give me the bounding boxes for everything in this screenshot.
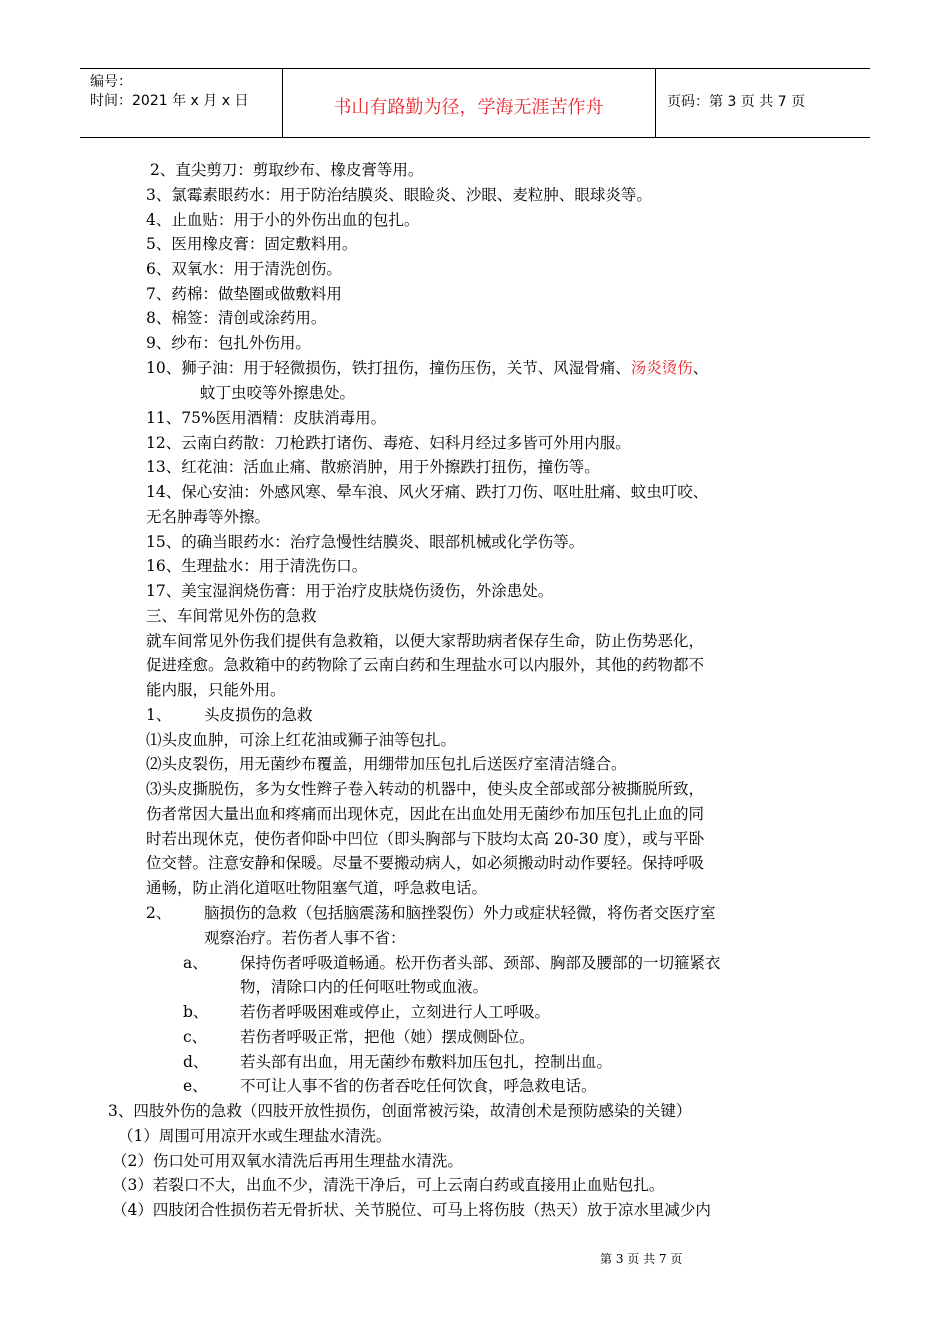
list-item: 不可让人事不省的伤者吞吃任何饮食，呼急救电话。 xyxy=(240,1077,597,1095)
list-item: 若伤者呼吸正常，把他（她）摆成侧卧位。 xyxy=(240,1028,535,1046)
doc-number-label: 编号： xyxy=(90,74,132,90)
list-item: （2）伤口处可用双氧水清洗后再用生理盐水清洗。 xyxy=(112,1152,463,1170)
paragraph-line: 伤者常因大量出血和疼痛而出现休克，因此在出血处用无菌纱布加压包扎止血的同 xyxy=(146,805,705,823)
list-item: 4、止血贴：用于小的外伤出血的包扎。 xyxy=(146,211,420,229)
paragraph-line: 位交替。注意安静和保暖。尽量不要搬动病人，如必须搬动时动作要轻。保持呼吸 xyxy=(146,854,705,872)
paragraph-line: 观察治疗。若伤者人事不省： xyxy=(204,929,406,947)
paragraph-line: 通畅，防止消化道呕吐物阻塞气道，呼急救电话。 xyxy=(146,879,488,897)
list-item: 保持伤者呼吸道畅通。松开伤者头部、颈部、胸部及腰部的一切箍紧衣 xyxy=(240,954,721,972)
list-item: （3）若裂口不大，出血不少，清洗干净后，可上云南白药或直接用止血贴包扎。 xyxy=(112,1176,665,1194)
list-marker: d、 xyxy=(183,1053,209,1071)
paragraph-line: 时若出现休克，使伤者仰卧中凹位（即头胸部与下肢均太高 20-30 度），或与平卧 xyxy=(146,830,705,848)
paragraph-line: 促进痊愈。急救箱中的药物除了云南白药和生理盐水可以内服外，其他的药物都不 xyxy=(146,656,705,674)
header-motto: 书山有路勤为径，学海无涯苦作舟 xyxy=(333,97,604,118)
list-item: 11、75%医用酒精：皮肤消毒用。 xyxy=(146,409,387,427)
list-item: 2、直尖剪刀：剪取纱布、橡皮膏等用。 xyxy=(150,161,424,179)
subsection-heading: 3、四肢外伤的急救（四肢开放性损伤，创面常被污染，故清创术是预防感染的关键） xyxy=(108,1102,692,1120)
list-item: 13、红花油：活血止痛、散瘀消肿，用于外擦跌打扭伤，撞伤等。 xyxy=(146,458,600,476)
subsection-heading: 头皮损伤的急救 xyxy=(204,706,313,724)
subsection-number: 1、 xyxy=(146,706,172,724)
page-footer: 第 3 页 共 7 页 xyxy=(600,1252,683,1266)
doc-time-label: 时间：2021 年 x 月 x 日 xyxy=(90,93,249,109)
list-marker: c、 xyxy=(183,1028,208,1046)
list-item-continuation: 物，清除口内的任何呕吐物或血液。 xyxy=(240,978,489,996)
list-item: 5、医用橡皮膏：固定敷料用。 xyxy=(146,235,358,253)
list-item: 6、双氧水：用于清洗创伤。 xyxy=(146,260,342,278)
highlighted-text: 汤炎烫伤 xyxy=(630,359,693,377)
list-item xyxy=(146,356,708,381)
list-item-continuation: 无名肿毒等外擦。 xyxy=(146,508,271,526)
list-item: 16、生理盐水：用于清洗伤口。 xyxy=(146,557,368,575)
list-item: 14、保心安油：外感风寒、晕车浪、风火牙痛、跌打刀伤、呕吐肚痛、蚊虫叮咬、 xyxy=(146,483,709,501)
header-meta-cell xyxy=(80,69,283,137)
list-item: 3、氯霉素眼药水：用于防治结膜炎、眼睑炎、沙眼、麦粒肿、眼球炎等。 xyxy=(146,186,652,204)
page-header xyxy=(80,68,870,138)
list-item: （4）四肢闭合性损伤若无骨折状、关节脱位、可马上将伤肢（热天）放于凉水里减少内 xyxy=(112,1201,711,1219)
list-item: 8、棉签：清创或涂药用。 xyxy=(146,309,327,327)
list-item-text: 、 xyxy=(692,359,709,377)
paragraph-line: 就车间常见外伤我们提供有急救箱，以便大家帮助病者保存生命，防止伤势恶化， xyxy=(146,632,705,650)
list-item-continuation: 蚊丁虫咬等外擦患处。 xyxy=(200,384,356,402)
list-item: 12、云南白药散：刀枪跌打诸伤、毒疮、妇科月经过多皆可外用内服。 xyxy=(146,434,631,452)
list-item: 15、的确当眼药水：治疗急慢性结膜炎、眼部机械或化学伤等。 xyxy=(146,533,585,551)
header-motto-cell xyxy=(282,69,656,137)
list-item: 若头部有出血，用无菌纱布敷料加压包扎，控制出血。 xyxy=(240,1053,613,1071)
list-item: 7、药棉：做垫圈或做敷料用 xyxy=(146,285,342,303)
list-item-text: 10、狮子油：用于轻微损伤，铁打扭伤，撞伤压伤，关节、风湿骨痛、 xyxy=(146,359,631,377)
header-page-number: 页码：第 3 页 共 7 页 xyxy=(667,94,806,110)
list-item: （1）周围可用凉开水或生理盐水清洗。 xyxy=(118,1127,392,1145)
list-item: 若伤者呼吸困难或停止，立刻进行人工呼吸。 xyxy=(240,1003,551,1021)
list-marker: e、 xyxy=(183,1077,208,1095)
list-item: 17、美宝湿润烧伤膏：用于治疗皮肤烧伤烫伤，外涂患处。 xyxy=(146,582,554,600)
paragraph-line: 能内服，只能外用。 xyxy=(146,681,286,699)
paragraph-line: ⑶头皮撕脱伤，多为女性辫子卷入转动的机器中，使头皮全部或部分被撕脱所致， xyxy=(146,780,705,798)
list-marker: b、 xyxy=(183,1003,209,1021)
paragraph-line: ⑵头皮裂伤，用无菌纱布覆盖，用绷带加压包扎后送医疗室清洁缝合。 xyxy=(146,755,627,773)
subsection-heading: 脑损伤的急救（包括脑震荡和脑挫裂伤）外力或症状轻微，将伤者交医疗室 xyxy=(204,904,716,922)
list-marker: a、 xyxy=(183,954,208,972)
list-item: 9、纱布：包扎外伤用。 xyxy=(146,334,311,352)
subsection-number: 2、 xyxy=(146,904,172,922)
section-heading: 三、车间常见外伤的急救 xyxy=(146,607,317,625)
header-page-cell xyxy=(655,69,870,137)
paragraph-line: ⑴头皮血肿，可涂上红花油或狮子油等包扎。 xyxy=(146,731,457,749)
